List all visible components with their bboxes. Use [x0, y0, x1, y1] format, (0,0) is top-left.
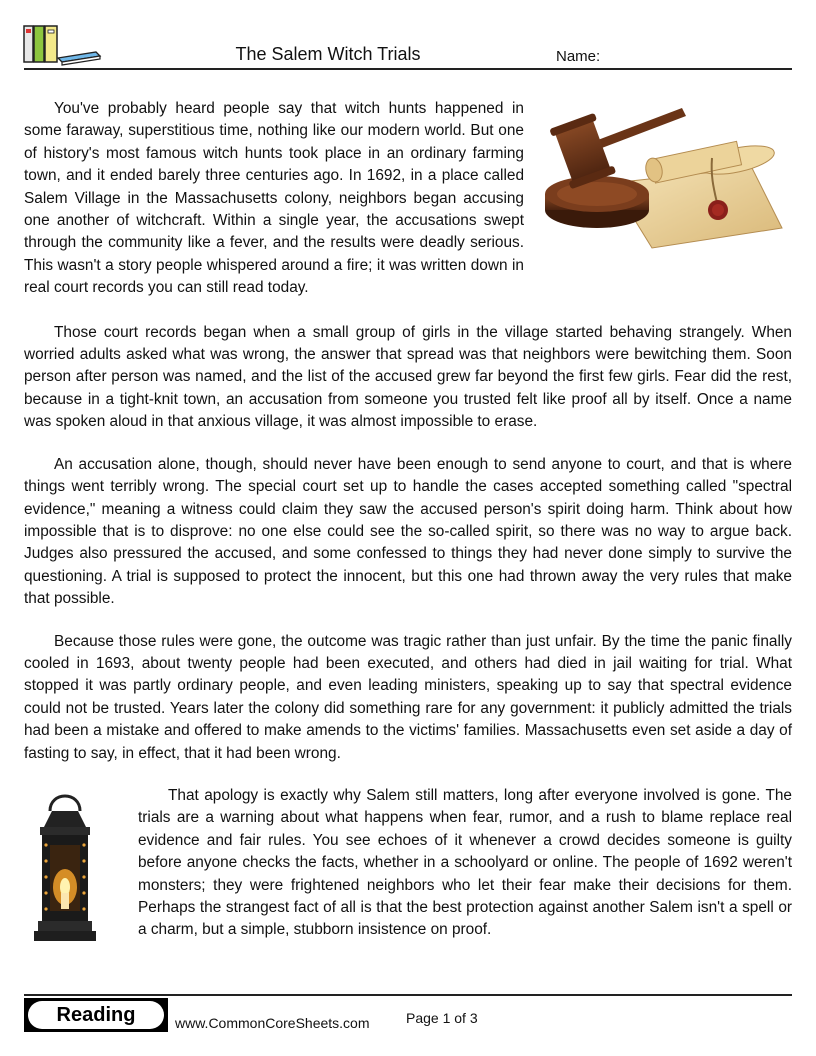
header-divider: [24, 68, 792, 70]
site-url: www.CommonCoreSheets.com: [175, 1015, 370, 1031]
name-label: Name:: [556, 48, 601, 65]
paragraph-1: You've probably heard people say that witch hunts happened in some faraway, superstitious time, nothing like our modern world. But one of history's most famous witch hunts took place in an ordinary farming town, and it ended barely three centuries ago. In 1692, in a place called Salem Village in the Massachusetts colony, neighbors began accusing one another of witchcraft. Within a single year, the accusations swept through the community like a fever, and the results were deadly serious. This wasn't a story people whispered around a fire; it was written down in real court records you can still read today.: [24, 100, 524, 297]
article-body: [24, 98, 792, 962]
paragraph-3: An accusation alone, though, should never have been enough to send anyone to court, and that is where things went terribly wrong. The special court set up to handle the cases accepted something called "spectral evidence," meaning a witness could claim they saw the accused person's spirit doing harm. Think about how impossible that is to disprove: no one else could see the so-called spirit, so there was no way to argue back. Judges also pressured the accused, and some confessed to things they had never done simply to survive the questioning. A trial is supposed to protect the innocent, but this one had thrown away the very rules that make that possible.: [24, 455, 792, 608]
gavel-scroll-icon: [542, 98, 792, 258]
reading-badge: [24, 998, 168, 1032]
page-number: Page 1 of 3: [406, 1010, 478, 1026]
paragraph-5: That apology is exactly why Salem still matters, long after everyone involved is gone. The trials are a warning about what happens when fear, rumor, and a rush to blame replace real evidence and fair rules. You see echoes of it whenever a crowd decides someone is guilty before anyone checks the facts, whether in a schoolyard or online. The people of 1692 weren't monsters; they were frightened neighbors who let their fear make their decisions for them. Perhaps the strangest fact of all is that the best protection against another Salem isn't a spell or a charm, but a simple, stubborn insistence on proof.: [138, 786, 792, 939]
footer-divider: [24, 994, 792, 996]
paragraph-4: Because those rules were gone, the outcome was tragic rather than just unfair. By the time the panic finally cooled in 1693, about twenty people had been executed, and others had died in jail waiting for trial. What stopped it was partly ordinary people, and even leading ministers, speaking up to say that spectral evidence could not be trusted. Years later the colony did something rare for any government: it publicly admitted the trials had been a mistake and offered to make amends to the victims' families. Massachusetts even set aside a day of fasting to say, in effect, that it had been wrong.: [24, 632, 792, 762]
lantern-icon: [30, 789, 100, 949]
page-title: The Salem Witch Trials: [235, 44, 421, 64]
reading-badge-label: Reading: [28, 1001, 164, 1029]
paragraph-2: Those court records began when a small group of girls in the village started behaving strangely. When worried adults asked what was wrong, the answer that spread was that neighbors were bewitching them. Soon person after person was named, and the list of the accused grew far beyond the first few girls. Fear did the rest, because in a tight-knit town, an accusation from someone you trusted felt like proof all by itself. Once a name was spoken aloud in that anxious village, it was almost impossible to erase.: [24, 323, 792, 431]
